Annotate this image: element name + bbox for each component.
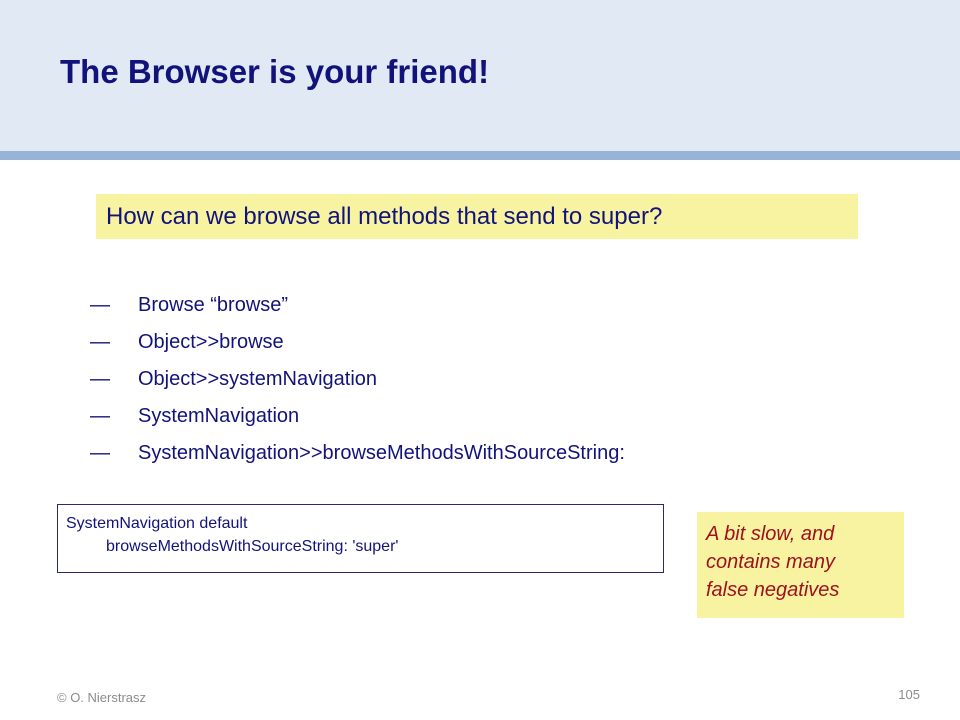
bullet-list: [90, 287, 625, 472]
footer-author: © O. Nierstrasz: [57, 690, 147, 705]
bullet-text: Object>>browse: [138, 331, 284, 353]
slide-title: The Browser is your friend!: [60, 53, 490, 90]
bullet-text: SystemNavigation: [138, 405, 300, 427]
code-snippet-box: [57, 504, 664, 573]
page-number: 105: [898, 687, 920, 702]
bullet-dash: —: [90, 294, 110, 316]
bullet-dash: —: [90, 368, 110, 390]
bullet-item: [90, 435, 625, 472]
note-line-2: contains many: [706, 551, 835, 573]
bullet-item: [90, 398, 625, 435]
code-line-1: SystemNavigation default: [66, 515, 248, 532]
bullet-dash: —: [90, 442, 110, 464]
code-line-2: browseMethodsWithSourceString: 'super': [106, 538, 399, 555]
bullet-item: [90, 287, 625, 324]
bullet-text: SystemNavigation>>browseMethodsWithSourceString:: [138, 442, 625, 464]
bullet-item: [90, 361, 625, 398]
bullet-text: Browse “browse”: [138, 294, 289, 316]
bullet-item: [90, 324, 625, 361]
header-divider: [0, 151, 960, 160]
bullet-dash: —: [90, 405, 110, 427]
note-line-1: A bit slow, and: [706, 523, 835, 545]
bullet-dash: —: [90, 331, 110, 353]
bullet-text: Object>>systemNavigation: [138, 368, 378, 390]
question-callout: How can we browse all methods that send to super?: [96, 194, 858, 239]
note-callout: [697, 512, 904, 618]
note-line-3: false negatives: [706, 579, 840, 601]
